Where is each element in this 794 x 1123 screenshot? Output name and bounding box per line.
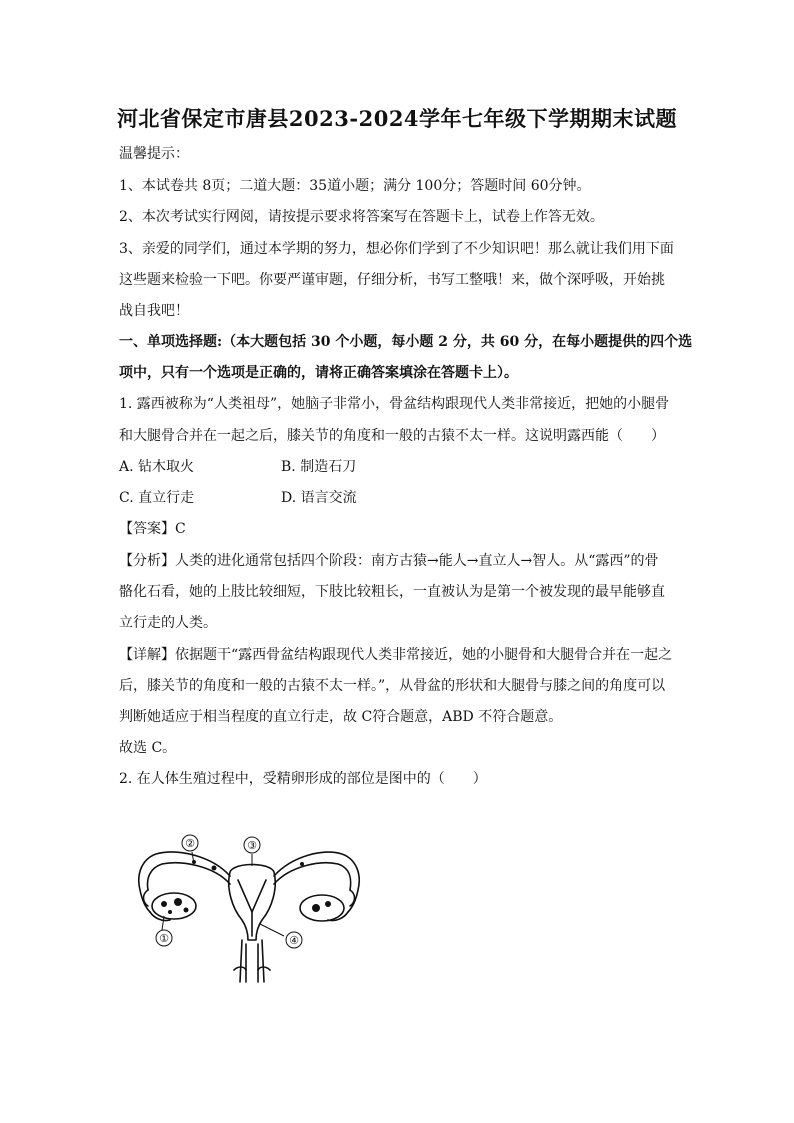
section-heading-line2: 项中，只有一个选项是正确的，请将正确答案填涂在答题卡上）。 bbox=[119, 365, 518, 381]
section-heading-line1: 一、单项选择题:（本大题包括 30 个小题，每小题 2 分，共 60 分，在每小题提供的四个选 bbox=[119, 334, 693, 350]
left-ovary bbox=[152, 893, 196, 919]
exam-title: 河北省保定市唐县2023-2024学年七年级下学期期末试题 bbox=[116, 106, 678, 131]
label-4: ④ bbox=[289, 934, 299, 947]
q1-conclusion: 故选 C。 bbox=[119, 740, 177, 756]
q1-option-a: A. 钻木取火 bbox=[119, 459, 195, 475]
notice-heading: 温馨提示： bbox=[119, 146, 189, 162]
q1-stem-line2: 和大腿骨合并在一起之后，膝关节的角度和一般的古猿不太一样。这说明露西能（ ） bbox=[119, 428, 665, 444]
notice-3-line2: 这些题来检验一下吧。你要严谨审题，仔细分析，书写工整哦！来，做个深呼吸，开始挑 bbox=[119, 272, 665, 288]
q1-analysis-line3: 立行走的人类。 bbox=[119, 615, 217, 631]
q1-detail-line1: 【详解】依据题干“露西骨盆结构跟现代人类非常接近，她的小腿骨和大腿骨合并在一起之 bbox=[119, 647, 673, 663]
q1-analysis-line1: 【分析】人类的进化通常包括四个阶段：南方古猿→能人→直立人→智人。从“露西”的骨 bbox=[119, 553, 659, 569]
q1-detail-line2: 后，膝关节的角度和一般的古猿不太一样。”，从骨盆的形状和大腿骨与膝之间的角度可以 bbox=[119, 678, 666, 694]
q1-option-d: D. 语言交流 bbox=[281, 490, 357, 506]
female-reproductive-diagram bbox=[134, 832, 364, 992]
notice-3-line1: 3、亲爱的同学们，通过本学期的努力，想必你们学到了不少知识吧！那么就让我们用下面 bbox=[119, 241, 674, 257]
vagina bbox=[240, 940, 264, 982]
q1-detail-line3: 判断她适应于相当程度的直立行走，故 C符合题意，ABD 不符合题意。 bbox=[119, 709, 563, 725]
label-2: ② bbox=[185, 837, 195, 850]
q1-option-b: B. 制造石刀 bbox=[281, 459, 357, 475]
right-fallopian-tube bbox=[274, 852, 359, 912]
label-3: ③ bbox=[247, 839, 257, 852]
q2-stem: 2. 在人体生殖过程中，受精卵形成的部位是图中的（ ） bbox=[119, 771, 487, 787]
q1-answer: 【答案】C bbox=[119, 521, 186, 537]
label-1: ① bbox=[159, 932, 169, 945]
q1-analysis-line2: 骼化石看，她的上肢比较细短，下肢比较粗长，一直被认为是第一个被发现的最早能够直 bbox=[119, 584, 665, 600]
notice-1: 1、本试卷共 8页；二道大题：35道小题；满分 100分；答题时间 60分钟。 bbox=[119, 178, 591, 194]
q1-option-c: C. 直立行走 bbox=[119, 490, 195, 506]
q1-stem-line1: 1. 露西被称为“人类祖母”，她脑子非常小，骨盆结构跟现代人类非常接近，把她的小腿骨 bbox=[119, 396, 670, 412]
right-ovary bbox=[300, 895, 344, 921]
notice-2: 2、本次考试实行网阅，请按提示要求将答案写在答题卡上，试卷上作答无效。 bbox=[119, 209, 604, 225]
notice-3-line3: 战自我吧！ bbox=[119, 303, 189, 319]
